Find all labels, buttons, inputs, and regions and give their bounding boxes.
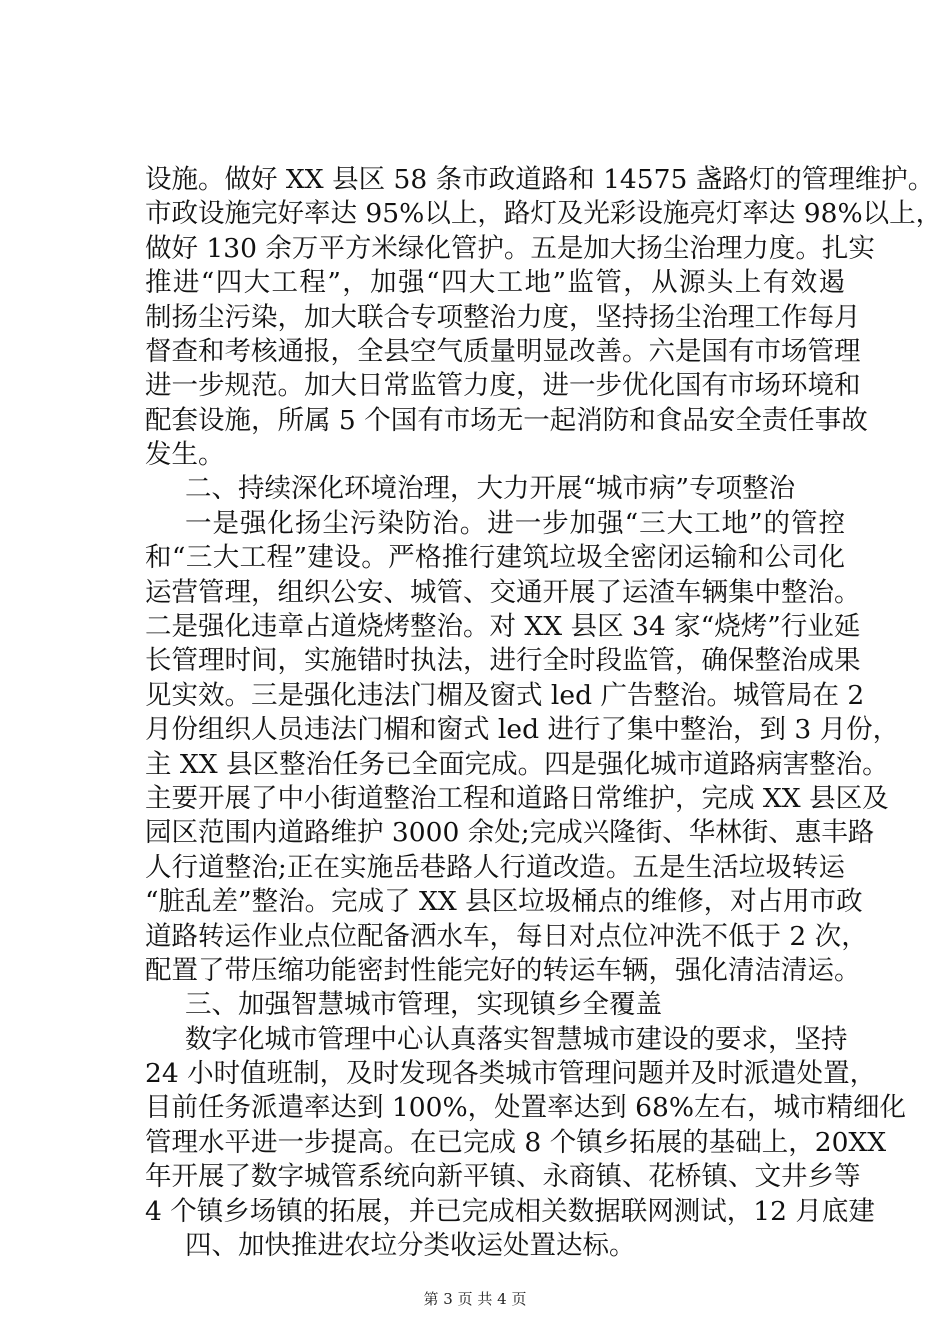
text-line-14: 二是强化违章占道烧烤整治。对 XX 县区 34 家“烧烤”行业延 [145,611,861,643]
text-line-1: 设施。做好 XX 县区 58 条市政道路和 14575 盏路灯的管理维护。 [145,164,935,195]
page-footer: 第 3 页 共 4 页 [423,1290,527,1308]
text-line-9: 发生。 [145,439,225,471]
text-line-30: 年开展了数字城管系统向新平镇、永商镇、花桥镇、文井乡等 [145,1161,861,1193]
text-line-15: 长管理时间，实施错时执法，进行全时段监管，确保整治成果 [145,645,861,677]
text-line-20: 园区范围内道路维护 3000 余处;完成兴隆街、华林街、惠丰路 [145,817,875,849]
text-line-12: 和“三大工程”建设。严格推行建筑垃圾全密闭运输和公司化 [145,542,845,574]
text-line-23: 道路转运作业点位配备洒水车，每日对点位冲洗不低于 2 次， [145,920,868,952]
text-line-8: 配套设施，所属 5 个国有市场无一起消防和食品安全责任事故 [145,404,868,436]
text-line-6: 督查和考核通报，全县空气质量明显改善。六是国有市场管理 [145,335,861,367]
text-line-18: 主 XX 县区整治任务已全面完成。四是强化城市道路病害整治。 [145,748,889,780]
text-line-4: 推进“四大工程”，加强“四大工地”监管，从源头上有效遏 [145,267,845,299]
text-line-31: 4 个镇乡场镇的拓展，并已完成相关数据联网测试，12 月底建 [145,1195,875,1227]
text-line-3: 做好 130 余万平方米绿化管护。五是加大扬尘治理力度。扎实 [145,232,875,264]
text-line-27: 24 小时值班制，及时发现各类城市管理问题并及时派遣处置， [145,1058,877,1090]
text-line-7: 进一步规范。加大日常监管力度，进一步优化国有市场环境和 [145,370,861,402]
text-line-2: 市政设施完好率达 95%以上，路灯及光彩设施亮灯率达 98%以上， [145,198,943,230]
section-heading-4: 四、加快推进农垃分类收运处置达标。 [185,1230,636,1261]
text-line-24: 配置了带压缩功能密封性能完好的转运车辆，强化清洁清运。 [145,954,861,986]
text-line-19: 主要开展了中小街道整治工程和道路日常维护，完成 XX 县区及 [145,782,889,814]
text-line-28: 目前任务派遣率达到 100%，处置率达到 68%左右，城市精细化 [145,1092,907,1124]
section-heading-2: 二、持续深化环境治理，大力开展“城市病”专项整治 [185,473,796,505]
text-line-17: 月份组织人员违法门楣和窗式 led 进行了集中整治，到 3 月份， [145,714,900,746]
text-line-26: 数字化城市管理中心认真落实智慧城市建设的要求，坚持 [185,1023,848,1055]
text-line-29: 管理水平进一步提高。在已完成 8 个镇乡拓展的基础上，20XX [145,1126,887,1158]
text-line-22: “脏乱差”整治。完成了 XX 县区垃圾桶点的维修，对占用市政 [145,886,863,918]
section-heading-3: 三、加强智慧城市管理，实现镇乡全覆盖 [185,989,662,1021]
text-line-11: 一是强化扬尘污染防治。进一步加强“三大工地”的管控 [185,507,845,539]
text-line-16: 见实效。三是强化违法门楣及窗式 led 广告整治。城管局在 2 [145,679,865,711]
text-line-5: 制扬尘污染，加大联合专项整治力度，坚持扬尘治理工作每月 [145,301,861,333]
text-line-21: 人行道整治;正在实施岳巷路人行道改造。五是生活垃圾转运 [145,851,845,883]
text-line-13: 运营管理，组织公安、城管、交通开展了运渣车辆集中整治。 [145,576,861,608]
